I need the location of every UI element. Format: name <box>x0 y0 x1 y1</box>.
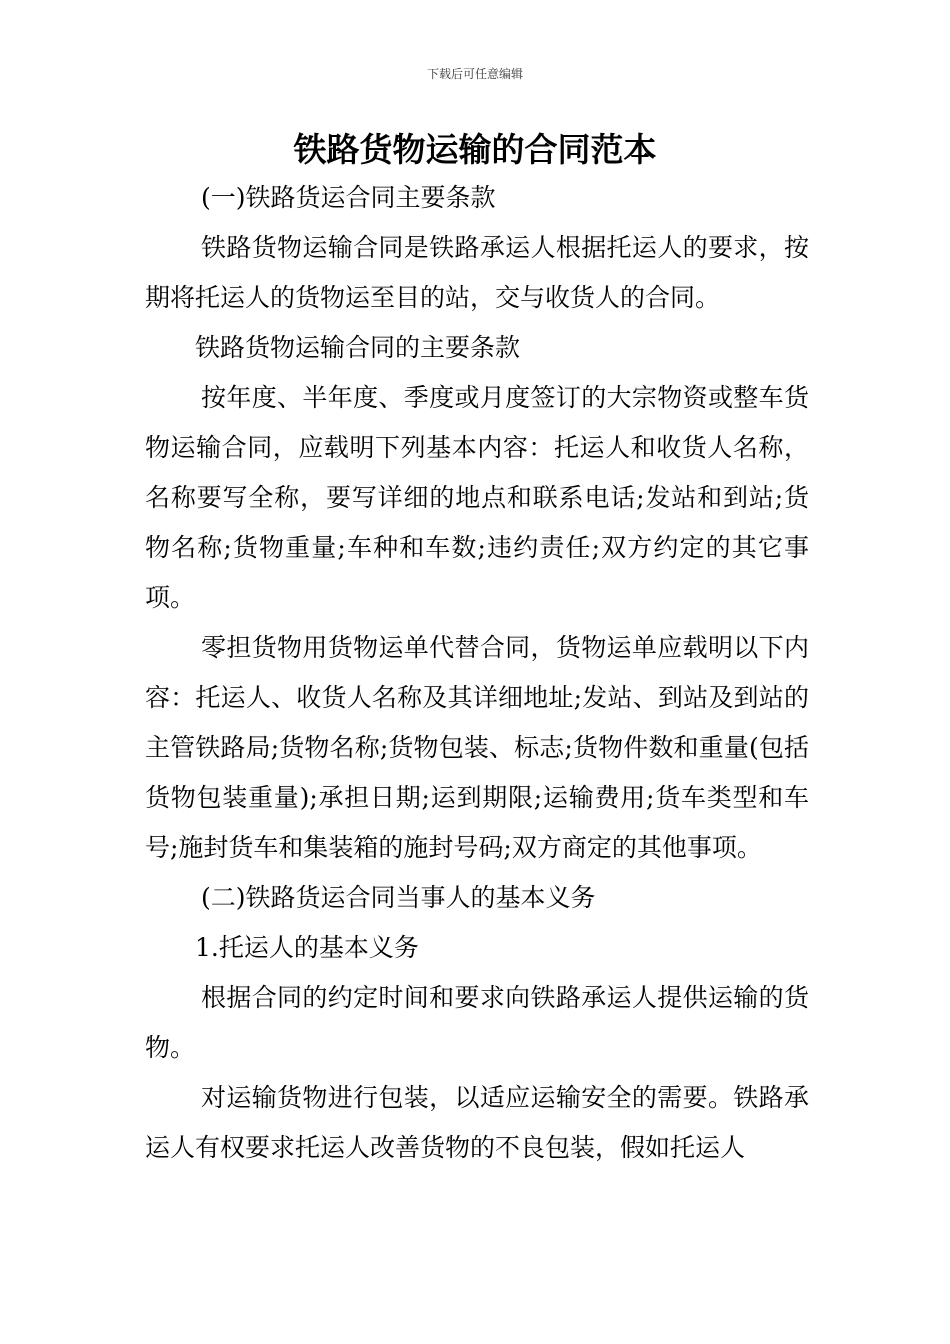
paragraph-contract-definition: 铁路货物运输合同是铁路承运人根据托运人的要求，按期将托运人的货物运至目的站，交与收货人的合同。 <box>145 233 809 312</box>
section-heading-2: (二)铁路货运合同当事人的基本义务 <box>201 883 596 912</box>
paragraph-packaging: 对运输货物进行包装，以适应运输安全的需要。铁路承运人有权要求托运人改善货物的不良包装，假如托运人 <box>145 1083 809 1162</box>
subheading-shipper-obligations: 1.托运人的基本义务 <box>195 933 419 962</box>
header-note: 下载后可任意编辑 <box>426 67 523 81</box>
section-heading-1: (一)铁路货运合同主要条款 <box>201 183 496 212</box>
paragraph-bulk-contract-content: 按年度、半年度、季度或月度签订的大宗物资或整车货物运输合同，应载明下列基本内容：托运人和收货人名称，名称要写全称，要写详细的地点和联系电话;发站和到站;货物名称;货物重量;车种和车数;违约责任;双方约定的其它事项。 <box>145 383 809 612</box>
document-title: 铁路货物运输的合同范本 <box>293 130 657 169</box>
document-body <box>145 173 809 1173</box>
paragraph-less-than-carload: 零担货物用货物运单代替合同，货物运单应载明以下内容：托运人、收货人名称及其详细地址;发站、到站及到站的主管铁路局;货物名称;货物包装、标志;货物件数和重量(包括货物包装重量);承担日期;运到期限;运输费用;货车类型和车号;施封货车和集装箱的施封号码;双方商定的其他事项。 <box>145 633 809 862</box>
subheading-main-terms: 铁路货物运输合同的主要条款 <box>195 333 521 362</box>
paragraph-provide-goods: 根据合同的约定时间和要求向铁路承运人提供运输的货物。 <box>145 983 809 1062</box>
